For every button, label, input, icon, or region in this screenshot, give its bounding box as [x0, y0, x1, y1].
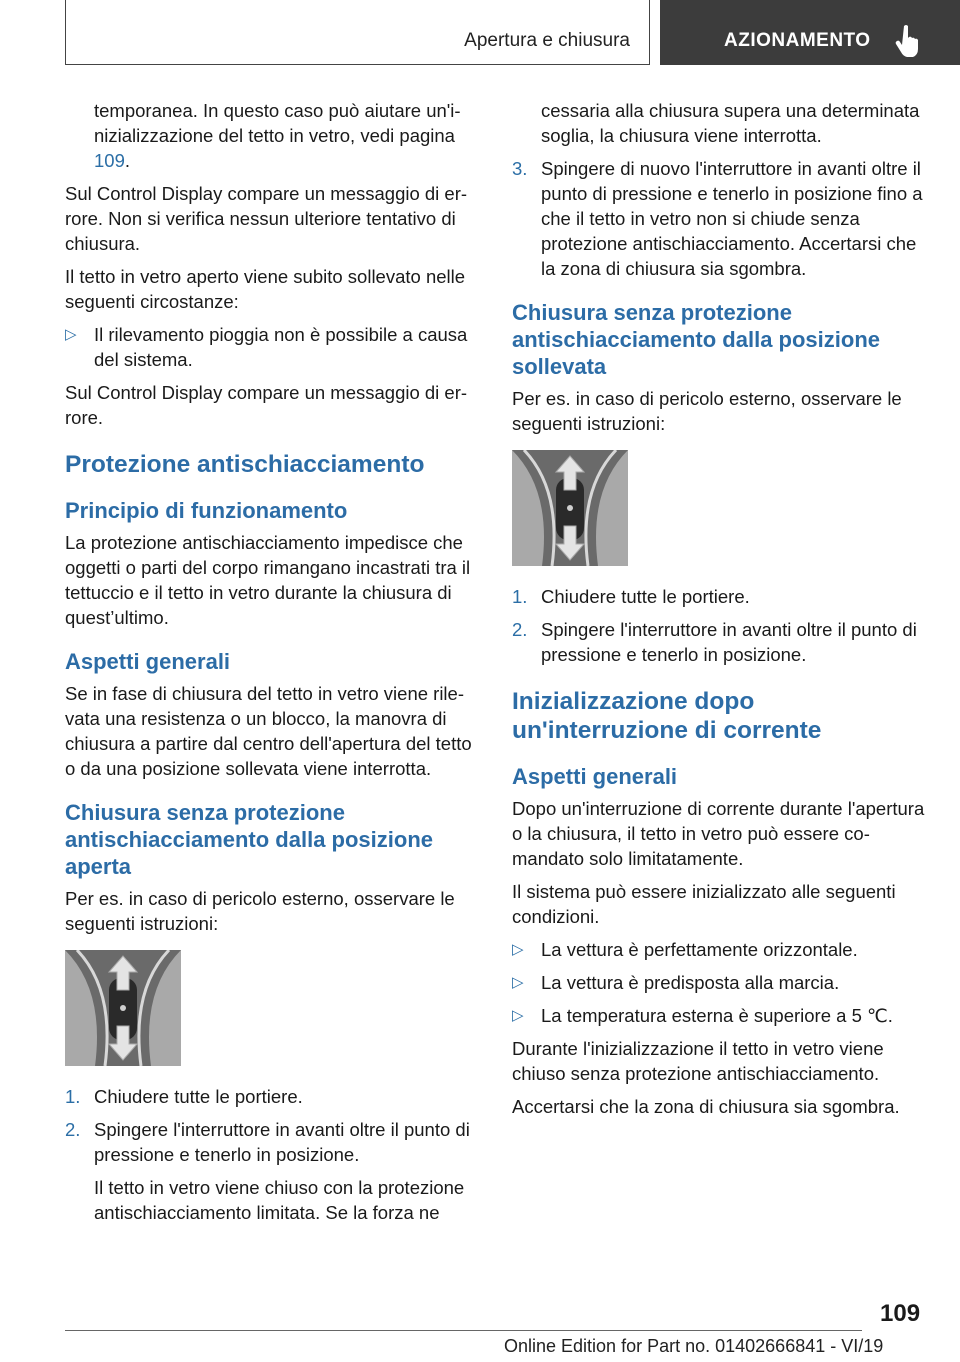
paragraph: Durante l'inizializzazione il tetto in vetro viene chiuso senza protezione antischiacciamento.: [512, 1038, 884, 1084]
subsection-heading: Chiusura senza protezione antischiacciamento dalla posizione aperta: [65, 800, 433, 879]
bullet-triangle-icon: ▷: [65, 326, 77, 343]
paragraph: Per es. in caso di pericolo esterno, osservare le seguenti istruzioni:: [512, 388, 902, 434]
subsection-heading: Aspetti generali: [512, 764, 678, 789]
paragraph: Per es. in caso di pericolo esterno, osservare le seguenti istruzioni:: [65, 888, 455, 934]
bullet-triangle-icon: ▷: [512, 974, 524, 991]
left-column: [65, 98, 481, 1233]
bullet-triangle-icon: ▷: [512, 941, 524, 958]
paragraph: Dopo un'interruzione di corrente durante l'apertura o la chiusura, il tetto in vetro può essere comandato solo limitatamente.: [512, 798, 925, 869]
list-item: ▷ La temperatura esterna è superiore a 5 ℃.: [512, 1005, 893, 1026]
roof-switch-figure: [65, 950, 181, 1066]
subsection-heading: Principio di funzionamento: [65, 498, 348, 523]
page-number: 109: [880, 1300, 921, 1327]
paragraph: Il sistema può essere inizializzato alle seguenti condizioni.: [512, 881, 896, 927]
section-heading: Inizializzazione dopo un'interruzione di corrente: [512, 688, 822, 744]
subsection-heading: Aspetti generali: [65, 649, 231, 674]
section-heading: Protezione antischiacciamento: [65, 451, 425, 478]
footer-edition: Online Edition for Part no. 01402666841 - VI/19: [504, 1336, 884, 1356]
paragraph: Sul Control Display compare un messaggio di errore. Non si verifica nessun ulteriore tentativo di chiusura.: [65, 183, 468, 254]
right-column: [512, 98, 928, 1127]
list-item: 2. Spingere l'interruttore in avanti oltre il punto di pressione e tenerlo in posizione.: [512, 619, 917, 665]
bullet-triangle-icon: ▷: [512, 1007, 524, 1024]
header-chapter-label: AZIONAMENTO: [724, 30, 871, 51]
list-item: 1. Chiudere tutte le portiere.: [512, 586, 750, 607]
footer-divider: [65, 1330, 862, 1331]
paragraph: Sul Control Display compare un messaggio di errore.: [65, 382, 468, 428]
roof-switch-illustration: [512, 450, 628, 566]
list-item: ▷ Il rilevamento pioggia non è possibile a causa del sistema.: [65, 324, 468, 370]
list-item: 2. Spingere l'interruttore in avanti oltre il punto di pressione e tenerlo in posizione.: [65, 1119, 470, 1165]
paragraph: La protezione antischiacciamento impedisce che oggetti o parti del corpo rimangano incastrati tra il tettuccio e il tetto in vetro durante la chiusura di quest’ultimo.: [65, 532, 471, 628]
list-item: ▷ La vettura è predisposta alla marcia.: [512, 972, 840, 993]
paragraph: Il tetto in vetro aperto viene subito sollevato nelle seguenti circostanze:: [65, 266, 466, 312]
paragraph: temporanea. In questo caso può aiutare un'inizializzazione del tetto in vetro, vedi pagina 109.: [94, 100, 461, 171]
roof-switch-figure: [512, 450, 628, 566]
paragraph: Il tetto in vetro viene chiuso con la protezione antischiacciamento limitata. Se la forza ne: [94, 1177, 465, 1223]
subsection-heading: Chiusura senza protezione antischiacciamento dalla posizione sollevata: [512, 300, 880, 379]
list-item: 1. Chiudere tutte le portiere.: [65, 1086, 303, 1107]
list-item: 3. Spingere di nuovo l'interruttore in avanti oltre il punto di pressione e tenerlo in posizione fino a che il tetto in vetro non si chiude senza protezione antischiacciamento. Accertarsi che la zona di chiusura sia sgombra.: [512, 158, 923, 279]
paragraph: Accertarsi che la zona di chiusura sia sgombra.: [512, 1096, 900, 1117]
paragraph: Se in fase di chiusura del tetto in vetro viene rilevata una resistenza o un blocco, la manovra di chiusura a partire dal centro dell'apertura del tetto o da una posizione sollevata viene interrotta.: [65, 683, 472, 779]
page-link[interactable]: 109: [94, 150, 125, 171]
roof-switch-illustration: [65, 950, 181, 1066]
header-section-title: Apertura e chiusura: [464, 30, 630, 51]
list-item: ▷ La vettura è perfettamente orizzontale.: [512, 939, 858, 960]
paragraph: cessaria alla chiusura supera una determinata soglia, la chiusura viene interrotta.: [541, 100, 920, 146]
header-chapter-tab[interactable]: [660, 0, 960, 65]
hand-pointer-icon: [895, 24, 921, 58]
